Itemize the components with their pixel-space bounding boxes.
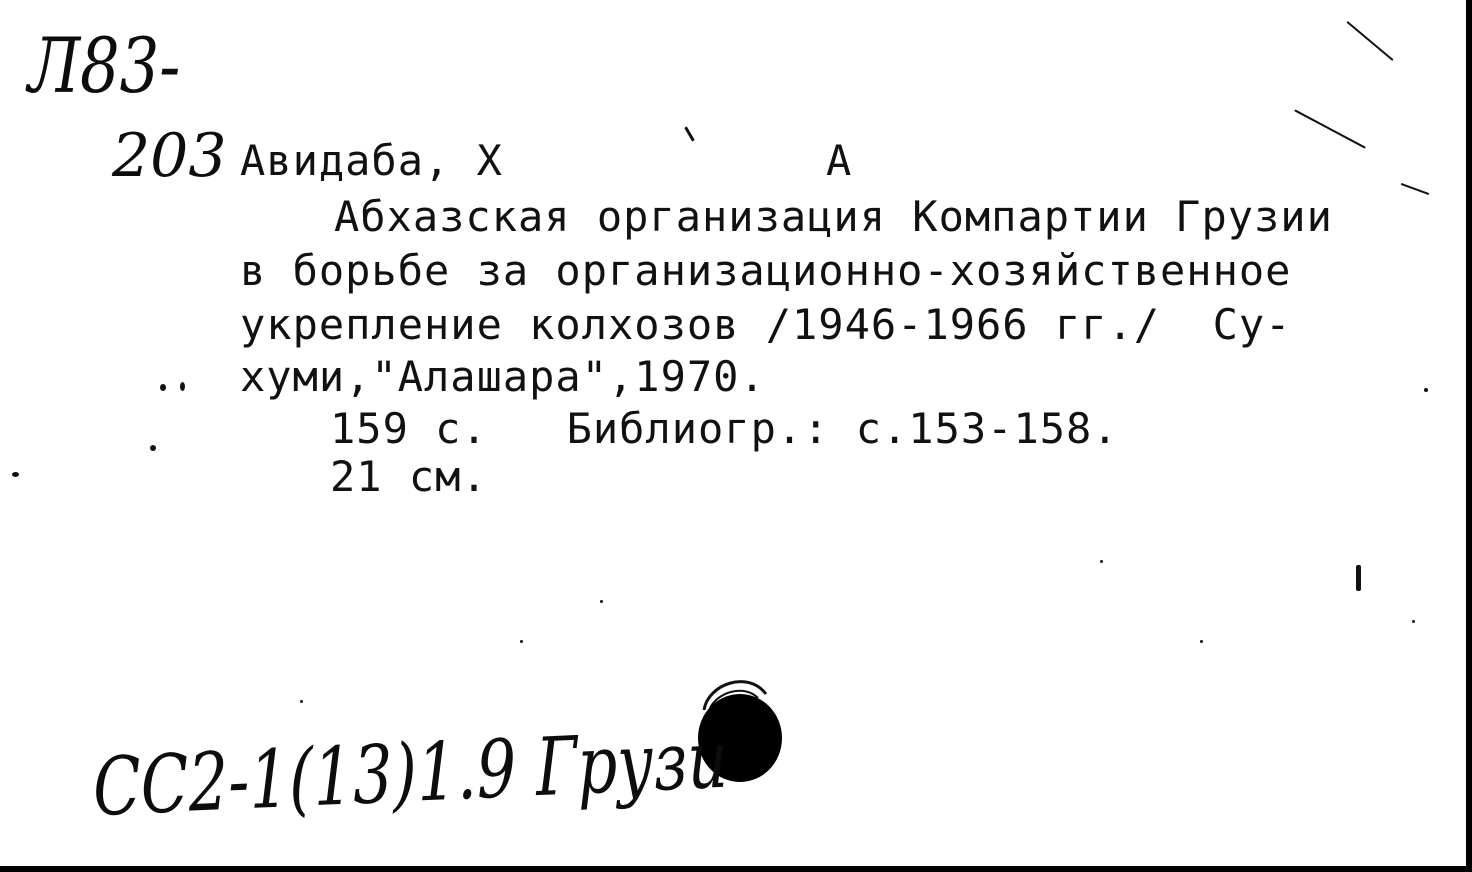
- author-heading: Авидаба, Х: [240, 136, 503, 185]
- title-line-2: в борьбе за организационно-хозяйственное: [240, 246, 1292, 295]
- size-line: 21 см.: [330, 452, 488, 501]
- title-line-3: укрепление колхозов /1946-1966 гг./ Су-: [240, 300, 1292, 349]
- classification-code: СС2-1(13)1.9 Грузи: [91, 712, 729, 834]
- shelf-mark-line-2: 203: [112, 121, 227, 191]
- shelf-mark-line-1: Л83-: [28, 21, 181, 110]
- imprint-line: хуми,"Алашара",1970.: [240, 352, 766, 401]
- pages-line: 159 с. Библиогр.: с.153-158.: [330, 404, 1119, 453]
- author-initial: А: [826, 136, 853, 185]
- title-line-1: Абхазская организация Компартии Грузии: [334, 192, 1333, 241]
